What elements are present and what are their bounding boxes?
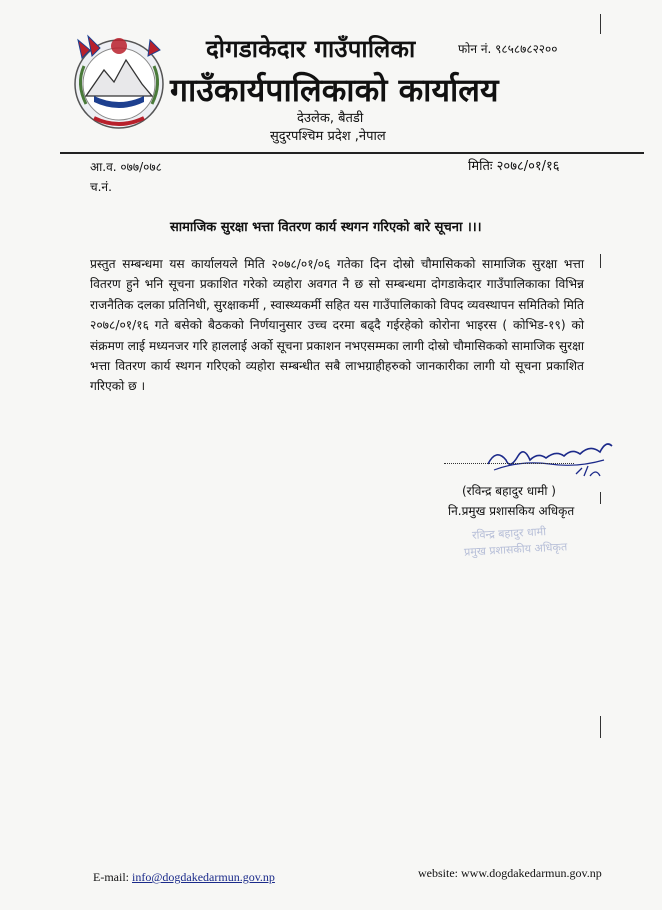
- stamp-name: रविन्द्र बहादुर धामी: [471, 525, 547, 542]
- phone-number: फोन नं. ९८५८७८२२००: [458, 42, 558, 56]
- handwritten-signature-icon: [480, 430, 620, 490]
- fiscal-year: आ.व. ०७७/०७८: [90, 160, 162, 174]
- footer-website: website: www.dogdakedarmun.gov.np: [418, 866, 602, 880]
- scan-mark: [600, 716, 601, 738]
- nepal-emblem-icon: [64, 26, 174, 136]
- scan-mark: [600, 14, 601, 34]
- location-line-1: देउलेक, बैतडी: [297, 111, 364, 126]
- signatory-name: (रविन्द्र बहादुर धामी ): [462, 484, 556, 498]
- stamp-title: प्रमुख प्रशासकीय अधिकृत: [463, 540, 568, 559]
- notice-body: प्रस्तुत सम्बन्धमा यस कार्यालयले मिति २०७८/०१/०६ गतेका दिन दोस्रो चौमासिकको सामाजिक सुरक्षा भत्ता वितरण हुने भनि सूचना प्रकाशित गरेको व्यहोरा अवगत नै छ सो सम्बन्धमा दोगडाकेदार गाउँपालिकाका विभिन्न राजनैतिक दलका प्रतिनिधी, सुरक्षाकर्मी , स्वास्थ्यकर्मी सहित यस गाउँपालिकाको विपद व्यवस्थापन समितिको मिति २०७८/०१/१६ गते बसेको बैठकको निर्णयानुसार उच्च दरमा बढ्दै गईरहेको कोरोना भाइरस ( कोभिड-१९) को संक्रमण लाई मध्यनजर गरि हाललाई अर्को सूचना प्रकाशन नभएसम्मका लागी दोस्रो चौमासिकको सामाजिक सुरक्षा भत्ता वितरण कार्य स्थगन गरिएको व्यहोरा सम्बन्धीत सबै लाभग्राहीहरुको जानकारीका लागी यो सूचना प्रकाशित गरिएको छ ।: [90, 257, 584, 394]
- footer-email: [93, 870, 275, 885]
- scan-mark: [600, 492, 601, 504]
- email-label: E-mail:: [93, 870, 129, 884]
- office-name: गाउँकार्यपालिकाको कार्यालय: [170, 71, 499, 109]
- email-link[interactable]: info@dogdakedarmun.gov.np: [132, 870, 275, 884]
- signature-line: [444, 463, 574, 464]
- letterhead-divider: [60, 152, 644, 154]
- reference-number: च.नं.: [90, 180, 112, 194]
- municipality-name: दोगडाकेदार गाउँपालिका: [206, 35, 416, 63]
- location-line-2: सुदुरपश्चिम प्रदेश ,नेपाल: [270, 129, 386, 144]
- letter-date: मितिः २०७८/०१/१६: [468, 159, 560, 174]
- signatory-title: नि.प्रमुख प्रशासकिय अधिकृत: [448, 504, 575, 518]
- notice-subject: सामाजिक सुरक्षा भत्ता वितरण कार्य स्थगन गरिएको बारे सूचना ।।।: [170, 220, 482, 235]
- scan-mark: [600, 254, 601, 268]
